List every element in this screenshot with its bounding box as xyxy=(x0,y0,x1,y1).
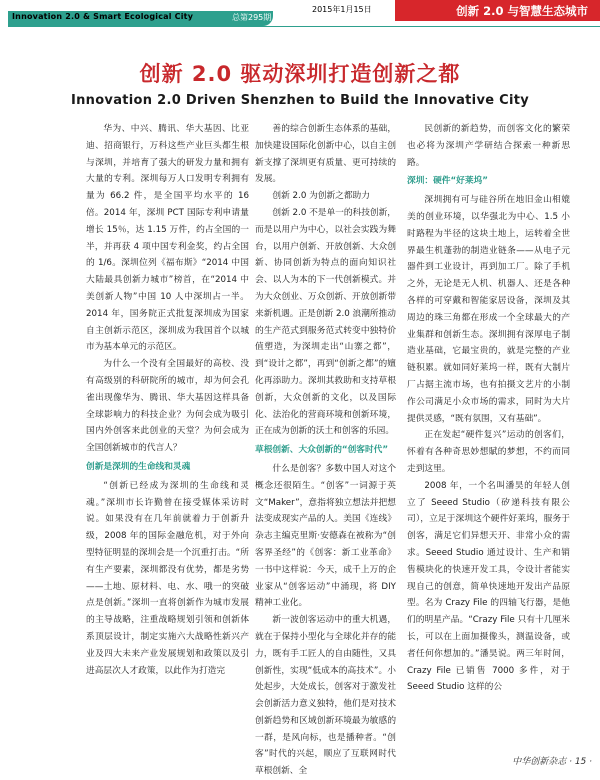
column-1 xyxy=(86,121,249,756)
paragraph: 什么是创客？多数中国人对这个概念还很陌生。“创客”一词源于英文“Maker”，意指将独立想法并把想法变成现实产品的人。美国《连线》杂志主编克里斯·安德森在被称为“创客界圣经”的《创客：新工业革命》一书中这样说：今天，成千上万的企业家从“创客运动”中涌现，将 DIY 精神工业化。 xyxy=(255,463,396,609)
header-section-en: Innovation 2.0 & Smart Ecological City xyxy=(12,12,194,21)
column-2 xyxy=(255,121,396,777)
page-header xyxy=(0,0,600,30)
article-title-en: Innovation 2.0 Driven Shenzhen to Build the Innovative City xyxy=(70,93,530,108)
footer-text: 中华创新杂志 · 15 · xyxy=(512,757,592,767)
paragraph: 善的综合创新生态体系的基础，加快建设国际化创新中心，以自主创新支撑了深圳更有质量、更可持续的发展。 xyxy=(255,124,396,185)
paragraph: 创新 2.0 为创新之都助力 xyxy=(272,191,370,202)
header-red-band xyxy=(395,0,600,21)
header-issue: 总第295期 xyxy=(232,13,272,22)
paragraph: 为什么一个没有全国最好的高校、没有高级别的科研院所的城市，却为何会孔雀出现像华为、腾讯、华大基因这样具备全球影响力的科技企业？为何会成为吸引国内外创客来此创业的天堂？为何会成为全国创新城市的代言人？ xyxy=(86,359,249,454)
paragraph: 华为、中兴、腾讯、华大基因、比亚迪、招商银行，万科这些产业巨头都生根与深圳，并培育了强大的研发力量和拥有大量的专利。深圳每万人口发明专利拥有量为 66.2 件，是全国平均水平的 16 倍。2014 年，深圳 PCT 国际专利申请量增长 15％，达 1.15 万件，约占全国的一半，并再获 4 项中国专利金奖，约占全国的 1/6。深圳位列《福布斯》“2014 中国大陆最具创新力城市”榜首，在“2014 中美创新人物”中国 10 人中深圳占一半。2014 年，国务院正式批复深圳成为国家自主创新示范区，深圳成为我国首个以城市为基本单元的示范区。 xyxy=(86,124,249,353)
page-footer xyxy=(380,754,600,768)
paragraph: 创新 2.0 不是单一的科技创新，而是以用户为中心，以社会实践为舞台，以用户创新、开放创新、大众创新、协同创新为特点的面向知识社会、以人为本的下一代创新模式。并为大众创业、万众创新、开放创新带来新机遇。正是创新 2.0 浪潮所推动的生产范式到服务范式转变中独特价值塑造，为深圳走出“山寨之都”，到“设计之都”，再到“创新之都”的嬗化再添助力。深圳其救助和支持草根创新，大众创新的文化，以及国际化、法治化的营商环境和创新环境，正在成为创新的沃土和创客的乐园。 xyxy=(255,207,396,437)
paragraph: 民创新的新趋势，而创客文化的繁荣也必将为深圳产学研结合探索一种新思路。 xyxy=(407,124,570,168)
header-rule xyxy=(8,26,600,27)
paragraph: 正在发起“硬件复兴”运动的创客们，怀着有各种奇思妙想賦的梦想，不约而同走到这里。 xyxy=(407,430,570,474)
paragraph: 2008 年，一个名叫潘昊的年轻人创立了 Seeed Studio（矽递科技有限公司），立足于深圳这个硬件好莱坞，服务于创客，满足它们异想天开、非常小众的需求。Seeed Studio 通过设计、生产和销售模块化的快速开发工具，令设计者能实现自己的创意，简单快速地开发出产品原型。名为 Crazy File 的四轴飞行器，是他们的明星产品。“Crazy File 只有十几厘米长，可以在上面加摄像头，测温设备，或者任何你想加的。”潘昊说。两三年时间，Crazy File 已销售 7000 多件，对于 Seeed Studio 这样的公 xyxy=(407,480,570,693)
paragraph: 深圳拥有可与硅谷所在地旧金山相媲美的创业环境，以华强北为中心、1.5 小时路程为半径的这块土地上，运转着全世界最生机蓬勃的制造业链条——从电子元器件到工业设计，再到加工厂。除了手机之外，无论是无人机、机器人、还是各种各样的可穿戴和智能家居设备，深圳及其周边的珠三角都在形成一个全球最大的产业集群和创新生态。深圳拥有深厚电子制造业基础，它最宝贵的，就是完整的产业链积累。就如同好莱坞一样，既有大制片厂占据主流市场，也有拍摄文艺片的小制作公司满足小众市场的需求，同时为大片提供灵感，“既有氛围，又有基础”。 xyxy=(407,195,570,424)
paragraph: “创新已经成为深圳的生命线和灵魂。”深圳市长许勤曾在接受媒体采访时说。如果没有在几年前就着力于创新升级，2008 年的国际金融危机，对于外向型特征明显的深圳会是一个沉重打击。“所有生产要素，深圳都没有优势，都是劣势——土地、原材料、电、水、哦一的突破点是创新。”深圳一直将创新作为城市发展的主导战略，注重战略规划引领和创新体系顶层设计，制定实施六大战略性新兴产业及四大未来产业发展规划和政策以及引进高层次人才政策，以此作为打造完 xyxy=(86,480,249,676)
header-section-cn: 创新 2.0 与智慧生态城市 xyxy=(456,4,588,18)
article-title-cn: 创新 2.0 驱动深圳打造创新之都 xyxy=(139,62,461,86)
column-3 xyxy=(407,121,570,756)
header-date: 2015年1月15日 xyxy=(312,5,372,14)
subheading: 草根创新、大众创新的“创客时代” xyxy=(255,445,389,456)
paragraph: 新一波创客运动中的重大机遇，就在于保持小型化与全球化并存的能力，既有手工匠人的自由随性，又具创新性，实现“低成本的高技术”。小处起步，大处成长，创客对于激发社会创新活力意义独特，他们是对技术创新趋势和区域创新环境最为敏感的一群，是风向标，也是播种者。“创客”时代的兴起，顺应了互联网时代草根创新、全 xyxy=(255,615,396,777)
subheading: 深圳：硬件“好莱坞” xyxy=(407,176,488,187)
subheading: 创新是深圳的生命线和灵魂 xyxy=(86,461,191,472)
